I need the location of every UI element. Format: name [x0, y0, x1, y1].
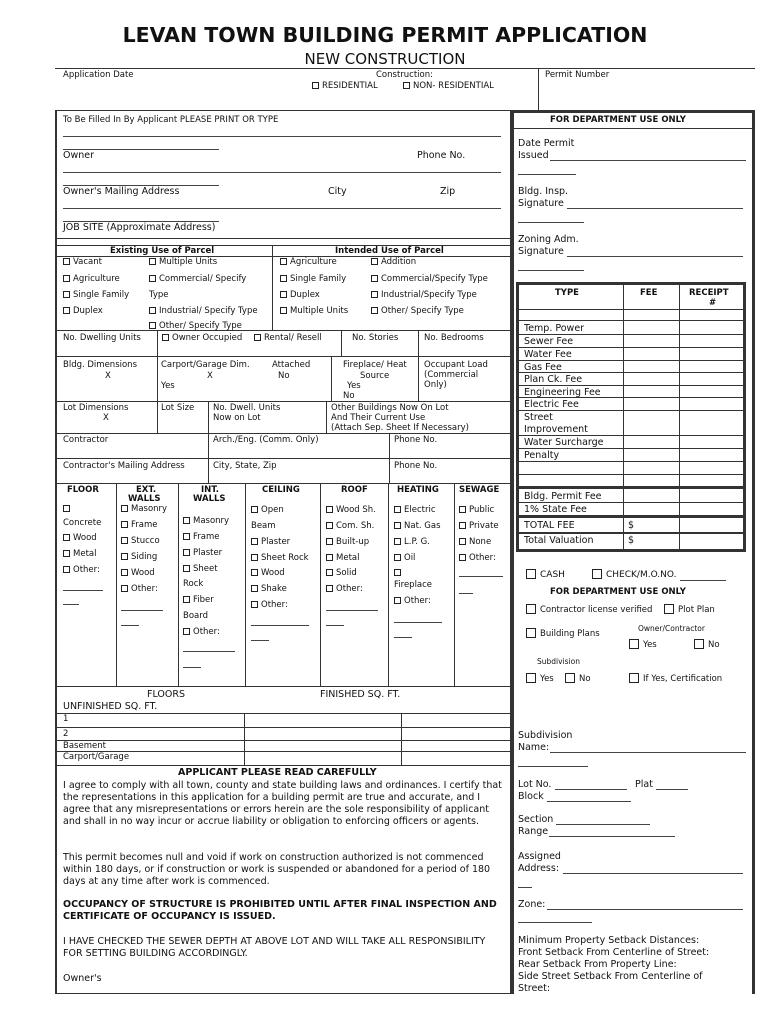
checkbox[interactable]	[183, 565, 190, 572]
fee-water-surcharge: Water Surcharge	[524, 437, 604, 448]
int-sheet[interactable]: Sheet	[183, 564, 218, 574]
contractor-mailing-label: Contractor's Mailing Address	[63, 461, 185, 471]
payment-check[interactable]: CHECK/M.O.NO.	[592, 569, 676, 580]
agreement-heading: APPLICANT PLEASE READ CAREFULLY	[178, 767, 377, 778]
agreement-paragraph-2: This permit becomes null and void if work on construction authorized is not commenced within 180 days, or if construction or work is suspended or abandoned for a period of 180 days at any time after work is commenced.	[63, 852, 491, 887]
ext-frame[interactable]: Frame	[121, 520, 157, 530]
floor-other[interactable]: Other:	[63, 565, 100, 575]
checkbox[interactable]	[526, 604, 536, 614]
intended-agriculture[interactable]: Agriculture	[280, 257, 337, 267]
existing-industrial[interactable]: Industrial/ Specify Type	[149, 306, 258, 316]
zone-label: Zone:	[518, 899, 546, 910]
roof-solid[interactable]: Solid	[326, 568, 357, 578]
checkbox[interactable]	[183, 549, 190, 556]
setback-rear: Rear Setback From Property Line:	[518, 959, 677, 970]
checkbox[interactable]	[251, 585, 258, 592]
int-walls-header: WALLS	[193, 494, 226, 504]
assigned-label: Assigned	[518, 851, 561, 862]
floor-concrete-checkbox[interactable]	[63, 504, 73, 514]
payment-cash[interactable]: CASH	[526, 569, 565, 580]
roof-wood-shingle[interactable]: Wood Sh.	[326, 505, 376, 515]
owner-label: Owner	[63, 150, 95, 161]
contractor-phone-label: Phone No.	[394, 435, 438, 445]
checkbox[interactable]	[63, 307, 70, 314]
setback-street: Street:	[518, 983, 551, 994]
page-title: LEVAN TOWN BUILDING PERMIT APPLICATION	[122, 23, 648, 47]
total-valuation-dollar: $	[628, 535, 635, 546]
bldg-dimensions-label: Bldg. Dimensions	[63, 360, 137, 370]
checkbox[interactable]	[280, 291, 287, 298]
fee-street: Street	[524, 412, 553, 423]
checkbox[interactable]	[694, 639, 704, 649]
checkbox[interactable]	[280, 275, 287, 282]
checkbox[interactable]	[280, 258, 287, 265]
fireplace-yes: Yes	[347, 381, 361, 391]
attached-label: Attached	[272, 360, 311, 370]
dept-use-header-2: FOR DEPARTMENT USE ONLY	[550, 587, 686, 597]
non-residential-checkbox[interactable]	[403, 82, 410, 89]
ceiling-other[interactable]: Other:	[251, 600, 288, 610]
checkbox[interactable]	[63, 291, 70, 298]
existing-commercial-type: Type	[149, 290, 169, 300]
fee-water: Water Fee	[524, 349, 572, 360]
other-buildings-label: Other Buildings Now On Lot	[331, 403, 449, 413]
agreement-paragraph-4: I HAVE CHECKED THE SEWER DEPTH AT ABOVE LOT AND WILL TAKE ALL RESPONSIBILITY FOR SETTING BUILDING ACCORDINGLY.	[63, 936, 486, 959]
sewage-private[interactable]: Private	[459, 521, 499, 531]
fee-state: 1% State Fee	[524, 504, 587, 515]
existing-multiple-units[interactable]: Multiple Units	[149, 257, 217, 267]
ext-header: EXT.	[136, 485, 157, 495]
fee-electric: Electric Fee	[524, 399, 579, 410]
intended-use-header: Intended Use of Parcel	[335, 246, 444, 256]
agreement-paragraph-3: OCCUPANCY OF STRUCTURE IS PROHIBITED UNTIL AFTER FINAL INSPECTION AND CERTIFICATE OF OCCUPANCY IS ISSUED.	[63, 899, 497, 922]
dwelling-units-label: No. Dwelling Units	[63, 333, 141, 343]
fee-sewer: Sewer Fee	[524, 336, 574, 347]
issued-label: Issued	[518, 150, 549, 161]
floor-row-basement: Basement	[63, 741, 106, 751]
checkbox[interactable]	[459, 522, 466, 529]
stories-label: No. Stories	[352, 333, 399, 343]
existing-duplex[interactable]: Duplex	[63, 306, 103, 316]
checkbox[interactable]	[629, 673, 639, 683]
bedrooms-label: No. Bedrooms	[424, 333, 484, 343]
checkbox[interactable]	[63, 275, 70, 282]
checkbox[interactable]	[149, 258, 156, 265]
roof-other[interactable]: Other:	[326, 584, 363, 594]
attached-no: No	[278, 371, 290, 381]
sewage-header: SEWAGE	[459, 485, 500, 495]
checkbox[interactable]	[394, 506, 401, 513]
heating-electric[interactable]: Electric	[394, 505, 436, 515]
total-fee-dollar: $	[628, 520, 635, 531]
checkbox[interactable]	[63, 534, 70, 541]
checkbox[interactable]	[280, 307, 287, 314]
int-frame[interactable]: Frame	[183, 532, 219, 542]
now-on-lot: Now on Lot	[213, 413, 261, 423]
int-fiber-board: Board	[183, 611, 208, 621]
checkbox[interactable]	[526, 673, 536, 683]
fee-amount-header: FEE	[640, 288, 658, 298]
contractor-license-verified[interactable]: Contractor license verified	[526, 604, 652, 615]
residential-option[interactable]: RESIDENTIAL	[312, 81, 378, 91]
fireplace-no: No	[343, 391, 355, 401]
ext-masonry[interactable]: Masonry	[121, 504, 167, 514]
total-valuation-label: Total Valuation	[524, 535, 594, 546]
dimension-x: X	[105, 371, 111, 381]
checkbox[interactable]	[394, 569, 401, 576]
int-header: INT.	[201, 485, 220, 495]
existing-vacant[interactable]: Vacant	[63, 257, 102, 267]
checkbox[interactable]	[459, 538, 466, 545]
lot-dimensions-label: Lot Dimensions	[63, 403, 129, 413]
floor-concrete: Concrete	[63, 518, 102, 528]
lot-no-label: Lot No.	[518, 779, 552, 790]
checkbox[interactable]	[394, 522, 401, 529]
rental-resell[interactable]: Rental/ Resell	[254, 333, 322, 343]
existing-use-header: Existing Use of Parcel	[110, 246, 215, 256]
checkbox[interactable]	[326, 585, 333, 592]
checkbox[interactable]	[251, 538, 258, 545]
checkbox[interactable]	[162, 334, 169, 341]
fee-improvement: Improvement	[524, 424, 588, 435]
checkbox[interactable]	[526, 628, 536, 638]
checkbox[interactable]	[121, 585, 128, 592]
checkbox[interactable]	[326, 554, 333, 561]
ext-walls-header: WALLS	[128, 494, 161, 504]
int-other[interactable]: Other:	[183, 627, 220, 637]
construction-label: Construction:	[376, 70, 433, 80]
checkbox[interactable]	[121, 553, 128, 560]
int-masonry[interactable]: Masonry	[183, 516, 229, 526]
checkbox[interactable]	[251, 569, 258, 576]
int-sheet-rock: Rock	[183, 579, 204, 589]
fireplace-label: Fireplace/ Heat	[343, 360, 407, 370]
subdivision-name-label: Name:	[518, 742, 550, 753]
zip-label: Zip	[440, 186, 456, 197]
ceiling-header: CEILING	[262, 485, 300, 495]
checkbox[interactable]	[183, 628, 190, 635]
ceiling-beam: Beam	[251, 521, 276, 531]
existing-single-family[interactable]: Single Family	[63, 290, 129, 300]
fee-type-header: TYPE	[555, 288, 579, 298]
checkbox[interactable]	[326, 538, 333, 545]
checkbox[interactable]	[121, 505, 128, 512]
fee-receipt-number-header: #	[709, 298, 717, 308]
owners-signature-label: Owner's	[63, 973, 102, 984]
fee-plan-check: Plan Ck. Fee	[524, 374, 583, 385]
fee-engineering: Engineering Fee	[524, 387, 601, 398]
plot-plan[interactable]: Plot Plan	[664, 604, 715, 615]
other-buildings-use: And Their Current Use	[331, 413, 426, 423]
non-residential-option[interactable]: NON- RESIDENTIAL	[403, 81, 494, 91]
owner-contractor-no[interactable]: No	[694, 639, 720, 650]
contractor-label: Contractor	[63, 435, 109, 445]
carport-x: X	[207, 371, 213, 381]
setback-front: Front Setback From Centerline of Street:	[518, 947, 710, 958]
checkbox[interactable]	[183, 596, 190, 603]
application-date-label: Application Date	[63, 70, 134, 80]
section-label: Section	[518, 814, 554, 825]
intended-other[interactable]: Other/ Specify Type	[371, 306, 464, 316]
job-site-label: JOB SITE (Approximate Address)	[63, 222, 216, 233]
checkbox[interactable]	[394, 554, 401, 561]
bldg-insp-signature-label: Signature	[518, 198, 564, 209]
checkbox[interactable]	[121, 521, 128, 528]
fireplace-source: Source	[360, 371, 390, 381]
subdivision-label: Subdivision	[518, 730, 573, 741]
intended-duplex[interactable]: Duplex	[280, 290, 320, 300]
checkbox[interactable]	[183, 533, 190, 540]
checkbox[interactable]	[664, 604, 674, 614]
sewage-public[interactable]: Public	[459, 505, 494, 515]
fee-gas: Gas Fee	[524, 362, 562, 373]
phone-label: Phone No.	[417, 150, 466, 161]
permit-number-label: Permit Number	[545, 70, 610, 80]
owner-occupied[interactable]: Owner Occupied	[162, 333, 242, 343]
checkbox[interactable]	[63, 505, 70, 512]
sewage-other[interactable]: Other:	[459, 553, 496, 563]
floor-header: FLOOR	[67, 485, 99, 495]
checkbox[interactable]	[121, 537, 128, 544]
checkbox[interactable]	[326, 522, 333, 529]
owner-contractor-label: Owner/Contractor	[638, 624, 705, 633]
checkbox[interactable]	[121, 569, 128, 576]
subdivision-yes[interactable]: Yes	[526, 673, 554, 684]
existing-other[interactable]: Other/ Specify Type	[149, 321, 242, 331]
if-yes-certification[interactable]: If Yes, Certification	[629, 673, 722, 684]
checkbox[interactable]	[183, 517, 190, 524]
lot-x: X	[103, 413, 109, 423]
checkbox[interactable]	[251, 554, 258, 561]
residential-checkbox[interactable]	[312, 82, 319, 89]
range-label: Range	[518, 826, 549, 837]
ceiling-sheet-rock[interactable]: Sheet Rock	[251, 553, 309, 563]
ceiling-wood[interactable]: Wood	[251, 568, 285, 578]
ext-siding[interactable]: Siding	[121, 552, 157, 562]
occupant-commercial: (Commercial	[424, 370, 479, 380]
dwell-units-now-label: No. Dwell. Units	[213, 403, 281, 413]
carport-dim-label: Carport/Garage Dim.	[161, 360, 250, 370]
floor-row-carport: Carport/Garage	[63, 752, 130, 762]
owner-contractor-yes[interactable]: Yes	[629, 639, 657, 650]
ceiling-open[interactable]: Open	[251, 505, 284, 515]
checkbox[interactable]	[251, 506, 258, 513]
checkbox[interactable]	[629, 639, 639, 649]
intended-addition[interactable]: Addition	[371, 257, 416, 267]
checkbox[interactable]	[149, 307, 156, 314]
block-label: Block	[518, 791, 544, 802]
setback-side-street: Side Street Setback From Centerline of	[518, 971, 703, 982]
ext-stucco[interactable]: Stucco	[121, 536, 160, 546]
arch-eng-label: Arch./Eng. (Comm. Only)	[213, 435, 319, 445]
floor-metal[interactable]: Metal	[63, 549, 96, 559]
dept-use-header: FOR DEPARTMENT USE ONLY	[550, 115, 686, 125]
assigned-address-label: Address:	[518, 863, 560, 874]
total-fee-label: TOTAL FEE	[524, 520, 575, 531]
checkbox[interactable]	[326, 506, 333, 513]
intended-industrial[interactable]: Industrial/Specify Type	[371, 290, 477, 300]
agreement-paragraph-1: I agree to comply with all town, county and state building laws and ordinances. I certify that the representations in this application for a building permit are true and accurate, and I agree that any misrepresentations or errors herein are the sole responsibility of applicant and shall in no way incur or accrue liability or obligation to enforcing officers or agents.	[63, 780, 502, 827]
checkbox[interactable]	[394, 538, 401, 545]
intended-multiple-units[interactable]: Multiple Units	[280, 306, 348, 316]
checkbox[interactable]	[63, 550, 70, 557]
subdivision-no[interactable]: No	[565, 673, 591, 684]
fee-temp-power: Temp. Power	[524, 323, 585, 334]
city-state-zip-label: City, State, Zip	[213, 461, 277, 471]
city-label: City	[328, 186, 347, 197]
checkbox[interactable]	[251, 601, 258, 608]
occupant-only: Only)	[424, 380, 447, 390]
checkbox[interactable]	[254, 334, 261, 341]
carport-yes: Yes	[161, 381, 175, 391]
fee-penalty: Penalty	[524, 450, 560, 461]
checkbox[interactable]	[326, 569, 333, 576]
checkbox[interactable]	[371, 291, 378, 298]
checkbox[interactable]	[371, 275, 378, 282]
int-fiber[interactable]: Fiber	[183, 595, 214, 605]
heating-fireplace: Fireplace	[394, 580, 433, 590]
roof-metal[interactable]: Metal	[326, 553, 359, 563]
finished-sqft-label: FINISHED SQ. FT.	[320, 689, 401, 700]
heating-other[interactable]: Other:	[394, 596, 431, 606]
lot-size-label: Lot Size	[161, 403, 195, 413]
intended-single-family[interactable]: Single Family	[280, 274, 346, 284]
other-buildings-attach: (Attach Sep. Sheet If Necessary)	[331, 423, 469, 433]
checkbox[interactable]	[592, 569, 602, 579]
contractor-phone-label-2: Phone No.	[394, 461, 438, 471]
setback-heading: Minimum Property Setback Distances:	[518, 935, 700, 946]
checkbox[interactable]	[459, 506, 466, 513]
roof-header: ROOF	[341, 485, 368, 495]
existing-agriculture[interactable]: Agriculture	[63, 274, 120, 284]
heating-lpg[interactable]: L.P. G.	[394, 537, 430, 547]
roof-built-up[interactable]: Built-up	[326, 537, 369, 547]
ceiling-shake[interactable]: Shake	[251, 584, 287, 594]
checkbox[interactable]	[371, 258, 378, 265]
fee-bldg-permit: Bldg. Permit Fee	[524, 491, 602, 502]
sewage-none[interactable]: None	[459, 537, 491, 547]
roof-com-shingle[interactable]: Com. Sh.	[326, 521, 374, 531]
checkbox[interactable]	[63, 258, 70, 265]
floor-row-2: 2	[63, 729, 69, 739]
plat-label: Plat	[635, 779, 653, 790]
heating-header: HEATING	[397, 485, 439, 495]
checkbox[interactable]	[63, 566, 70, 573]
checkbox[interactable]	[149, 275, 156, 282]
int-plaster[interactable]: Plaster	[183, 548, 222, 558]
heating-fireplace-checkbox[interactable]	[394, 568, 404, 578]
ext-other[interactable]: Other:	[121, 584, 158, 594]
heating-oil[interactable]: Oil	[394, 553, 415, 563]
mailing-address-label: Owner's Mailing Address	[63, 186, 180, 197]
zoning-adm-label: Zoning Adm.	[518, 234, 579, 245]
floors-label: FLOORS	[147, 689, 186, 700]
unfinished-sqft-label: UNFINISHED SQ. FT.	[63, 701, 158, 712]
checkbox[interactable]	[526, 569, 536, 579]
checkbox[interactable]	[371, 307, 378, 314]
intended-commercial[interactable]: Commercial/Specify Type	[371, 274, 488, 284]
fee-receipt-header: RECEIPT	[689, 288, 729, 298]
floor-row-1: 1	[63, 714, 69, 724]
existing-commercial[interactable]: Commercial/ Specify	[149, 274, 246, 284]
bldg-insp-label: Bldg. Insp.	[518, 186, 569, 197]
checkbox[interactable]	[565, 673, 575, 683]
checkbox[interactable]	[149, 322, 156, 329]
zoning-signature-label: Signature	[518, 246, 564, 257]
checkbox[interactable]	[459, 554, 466, 561]
occupant-load-label: Occupant Load	[424, 360, 488, 370]
building-plans[interactable]: Building Plans	[526, 628, 600, 639]
applicant-instruction: To Be Filled In By Applicant PLEASE PRINT OR TYPE	[63, 115, 279, 125]
page-subtitle: NEW CONSTRUCTION	[304, 50, 466, 68]
ext-wood[interactable]: Wood	[121, 568, 155, 578]
ceiling-plaster[interactable]: Plaster	[251, 537, 290, 547]
date-permit-label: Date Permit	[518, 138, 575, 149]
heating-nat-gas[interactable]: Nat. Gas	[394, 521, 441, 531]
checkbox[interactable]	[394, 597, 401, 604]
floor-wood[interactable]: Wood	[63, 533, 97, 543]
subdivision-check-label: Subdivision	[537, 657, 580, 666]
